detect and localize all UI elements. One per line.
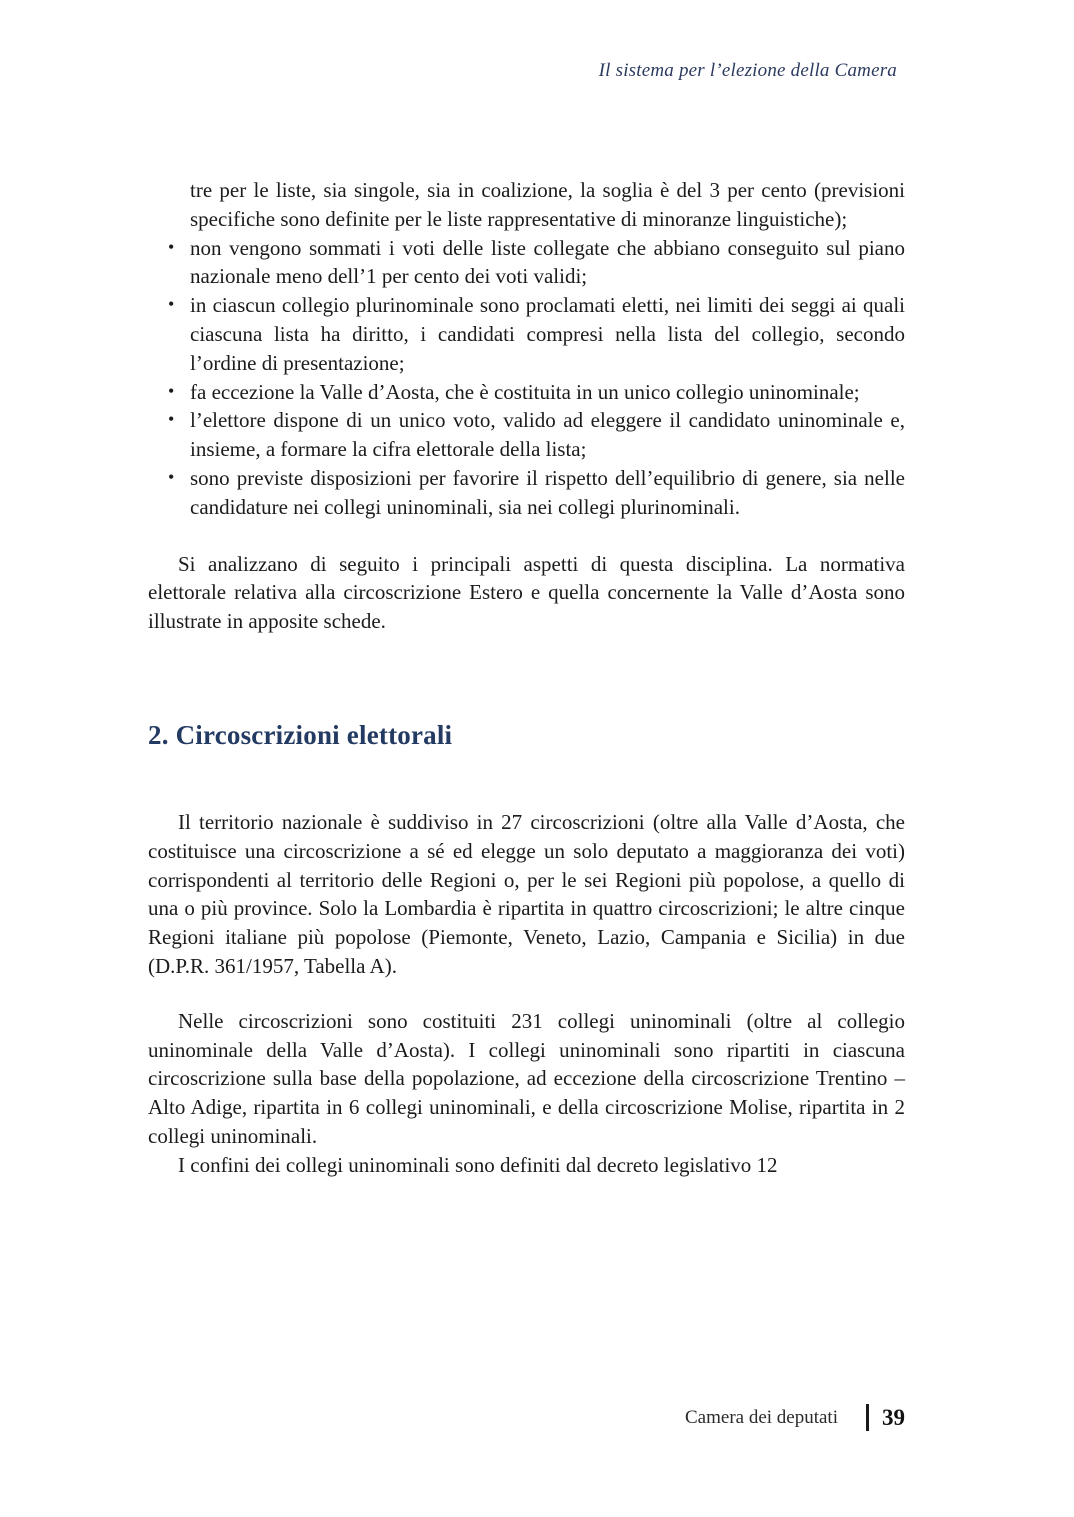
list-item-text: non vengono sommati i voti delle liste collegate che abbiano conseguito sul piano nazionale meno dell’1 per cento dei voti validi; [190, 235, 905, 289]
bullet-icon: • [168, 409, 175, 430]
bullet-icon: • [168, 294, 175, 315]
list-item [148, 378, 905, 407]
list-item [148, 234, 905, 292]
section-heading: 2. Circoscrizioni elettorali [148, 719, 453, 750]
paragraph-collegi: Nelle circoscrizioni sono costituiti 231 collegi uninominali (oltre al collegio uninominale della Valle d’Aosta). I collegi uninominali sono ripartiti in ciascuna circoscrizione sulla base della popolazione, ad eccezione della circoscrizione Trentino – Alto Adige, ripartita in 6 collegi uninominali, e della circoscrizione Molise, ripartita in 2 collegi uninominali. [148, 1008, 905, 1148]
page-footer [685, 1404, 905, 1431]
bullet-list [148, 234, 905, 522]
bullet-icon: • [168, 466, 175, 487]
paragraph-analysis: Si analizzano di seguito i principali aspetti di questa disciplina. La normativa elettorale relativa alla circoscrizione Estero e quella concernente la Valle d’Aosta sono illustrate in apposite schede. [148, 551, 905, 634]
footer-divider [866, 1404, 869, 1431]
paragraph-confini: I confini dei collegi uninominali sono definiti dal decreto legislativo 12 [178, 1152, 778, 1177]
list-item-text: fa eccezione la Valle d’Aosta, che è costituita in un unico collegio uninominale; [190, 379, 860, 404]
running-header: Il sistema per l’elezione della Camera [598, 60, 897, 81]
list-item-continuation: tre per le liste, sia singole, sia in coalizione, la soglia è del 3 per cento (previsioni specifiche sono definite per le liste rappresentative di minoranze linguistiche); [190, 178, 905, 231]
list-item [148, 291, 905, 377]
footer-publisher: Camera dei deputati [685, 1406, 838, 1428]
bullet-icon: • [168, 380, 175, 401]
paragraph-territory: Il territorio nazionale è suddiviso in 27 circoscrizioni (oltre alla Valle d’Aosta, che costituisce una circoscrizione a sé ed elegge un solo deputato a maggioranza dei voti) corrispondenti al territorio delle Regioni o, per le sei Regioni più popolose, a quello di una o più province. Solo la Lombardia è ripartita in quattro circoscrizioni; le altre cinque Regioni italiane più popolose (Piemonte, Veneto, Lazio, Campania e Sicilia) in due (D.P.R. 361/1957, Tabella A). [148, 809, 905, 978]
list-item-text: in ciascun collegio plurinominale sono proclamati eletti, nei limiti dei seggi ai quali ciascuna lista ha diritto, i candidati compresi nella lista del collegio, secondo l’ordine di presentazione; [190, 293, 905, 375]
list-item [148, 464, 905, 522]
page-number: 39 [882, 1404, 905, 1430]
list-item-text: l’elettore dispone di un unico voto, valido ad eleggere il candidato uninominale e, insieme, a formare la cifra elettorale della lista; [190, 408, 905, 462]
list-item [148, 406, 905, 464]
page-body [148, 176, 905, 1180]
list-item-text: sono previste disposizioni per favorire il rispetto dell’equilibrio di genere, sia nelle candidature nei collegi uninominali, sia nei collegi plurinominali. [190, 465, 905, 519]
bullet-icon: • [168, 236, 175, 257]
